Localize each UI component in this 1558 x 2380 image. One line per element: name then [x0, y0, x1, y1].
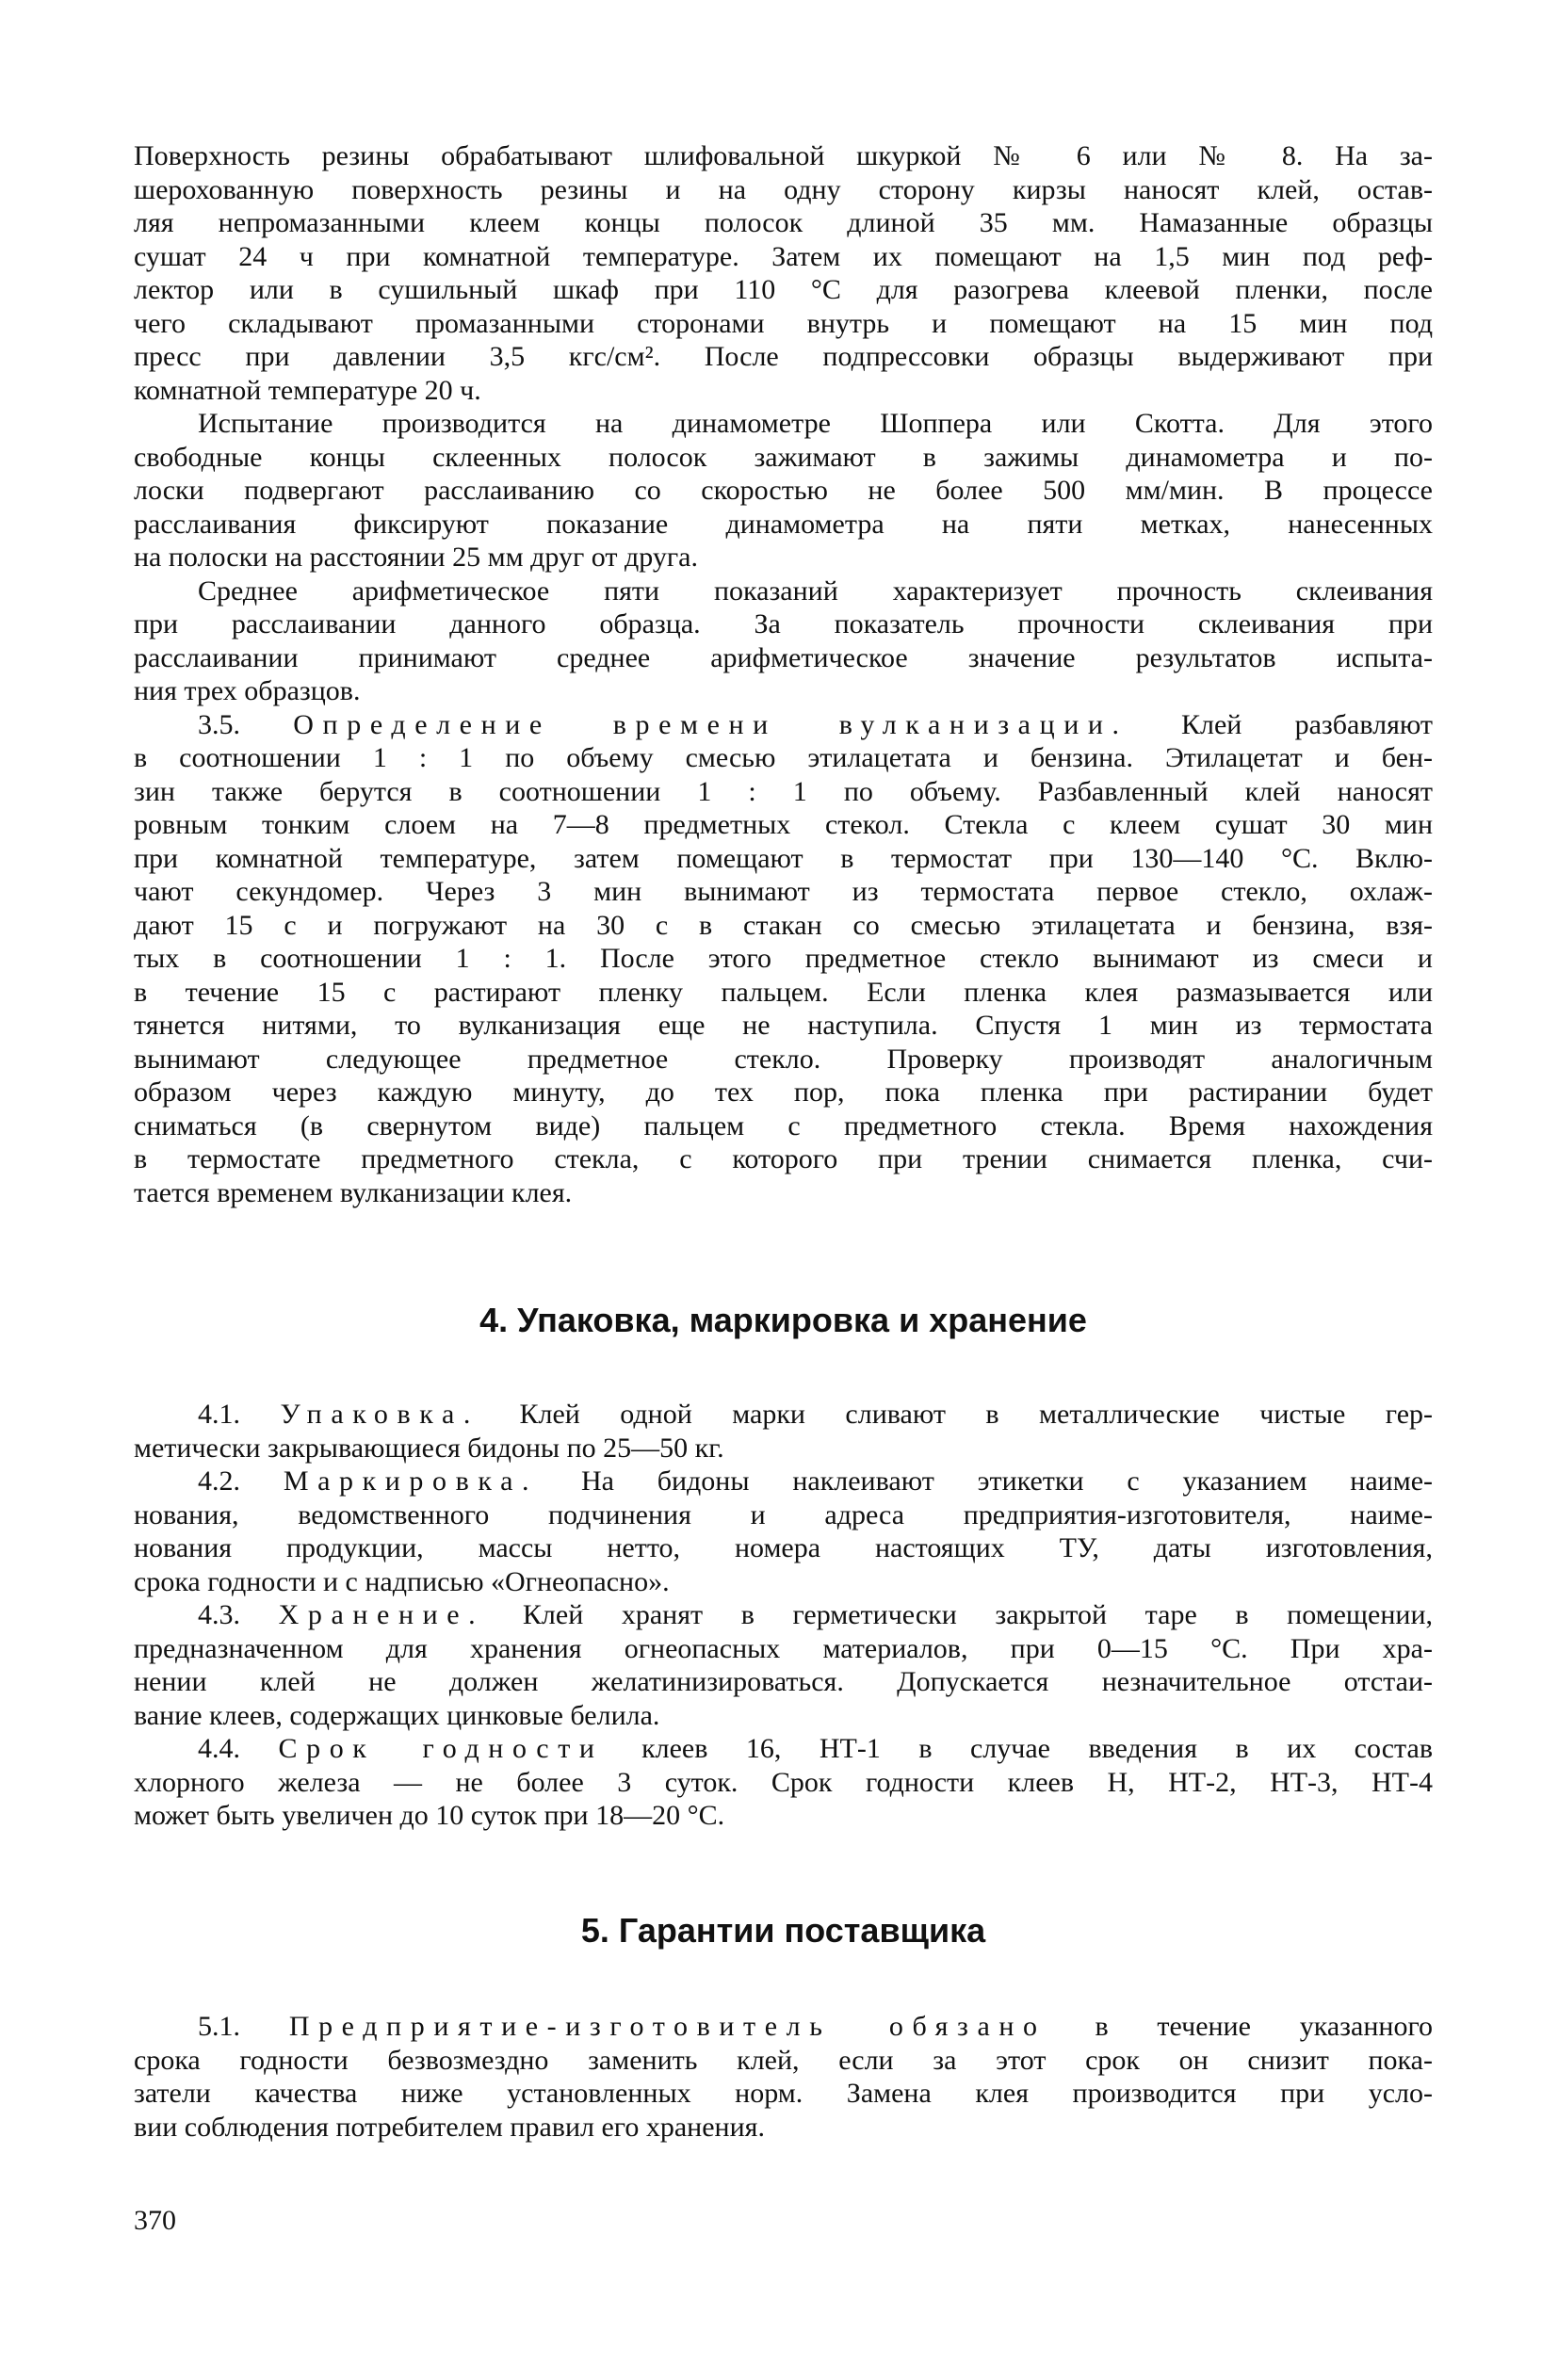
- text-line: [134, 2111, 1433, 2145]
- line-text: чего складывают промазанными сторонами внутрь и помещают на 15 мин под: [134, 307, 1433, 339]
- clause-number: 4.4.: [198, 1733, 279, 1764]
- line-text: Поверхность резины обрабатывают шлифовальной шкуркой № 6 или № 8. На за-: [134, 140, 1433, 171]
- paragraph: [134, 2010, 1433, 2144]
- text-line: [134, 1598, 1433, 1632]
- text-line: [134, 1398, 1433, 1432]
- clause-title: Маркировка.: [283, 1465, 539, 1497]
- line-text: при комнатной температуре, затем помещают в термостат при 130—140 °С. Вклю-: [134, 842, 1433, 874]
- text-line: [134, 206, 1433, 240]
- line-text: свободные концы склеенных полосок зажимают в зажимы динамометра и по-: [134, 441, 1433, 473]
- text-line: [134, 842, 1433, 876]
- text-line: [134, 1176, 1433, 1210]
- line-text: тается временем вулканизации клея.: [134, 1176, 573, 1208]
- paragraph: [134, 1465, 1433, 1598]
- section-5-text: [134, 2010, 1433, 2144]
- line-text: ровным тонким слоем на 7—8 предметных стекол. Стекла с клеем сушат 30 мин: [134, 809, 1433, 840]
- text-line: [134, 641, 1433, 675]
- text-line: [134, 741, 1433, 775]
- text-line: [134, 1565, 1433, 1599]
- line-text: клеев 16, НТ-1 в случае введения в их состав: [603, 1733, 1434, 1764]
- section-4-text: [134, 1398, 1433, 1833]
- text-line: [134, 575, 1433, 608]
- line-text: комнатной температуре 20 ч.: [134, 374, 481, 406]
- text-line: [134, 1076, 1433, 1109]
- text-line: [134, 1465, 1433, 1498]
- line-text: чают секундомер. Через 3 мин вынимают из термостата первое стекло, охлаж-: [134, 876, 1433, 907]
- line-text: зин также берутся в соотношении 1 : 1 по объему. Разбавленный клей наносят: [134, 775, 1433, 807]
- line-text: хлорного железа — не более 3 суток. Срок годности клеев Н, НТ-2, НТ-3, НТ-4: [134, 1766, 1433, 1798]
- line-text: вии соблюдения потребителем правил его хранения.: [134, 2111, 765, 2143]
- text-line: [134, 909, 1433, 943]
- line-text: тянется нитями, то вулканизация еще не наступила. Спустя 1 мин из термостата: [134, 1010, 1433, 1041]
- text-line: [134, 1699, 1433, 1733]
- line-text: нования продукции, массы нетто, номера настоящих ТУ, даты изготовления,: [134, 1532, 1433, 1563]
- line-text: расслаивания фиксируют показание динамометра на пяти метках, нанесенных: [134, 508, 1433, 540]
- text-line: [134, 1531, 1433, 1565]
- paragraph: [134, 1732, 1433, 1833]
- text-line: [134, 541, 1433, 575]
- text-line: [134, 708, 1433, 742]
- text-line: [134, 808, 1433, 842]
- text-line: [134, 1043, 1433, 1077]
- line-text: шерохованную поверхность резины и на одну сторону кирзы наносят клей, остав-: [134, 173, 1433, 205]
- text-line: [134, 240, 1433, 274]
- line-text: может быть увеличен до 10 суток при 18—20 °С.: [134, 1800, 725, 1831]
- text-line: [134, 1142, 1433, 1176]
- clause-number: 4.1.: [198, 1399, 281, 1430]
- text-line: [134, 674, 1433, 708]
- line-text: срока годности и с надписью «Огнеопасно».: [134, 1565, 670, 1597]
- text-line: [134, 1432, 1433, 1465]
- page-number: 370: [134, 2205, 176, 2236]
- line-text: лектор или в сушильный шкаф при 110 °С для разогрева клеевой пленки, после: [134, 274, 1433, 305]
- text-line: [134, 775, 1433, 809]
- text-line: [134, 273, 1433, 307]
- text-line: [134, 2044, 1433, 2078]
- line-text: Клей разбавляют: [1128, 708, 1434, 740]
- clause-title: Предприятие-изготовитель обязано: [288, 2011, 1047, 2042]
- section-5-heading: 5. Гарантии поставщика: [580, 1911, 986, 1950]
- text-line: [134, 474, 1433, 508]
- clause-number: 4.2.: [198, 1465, 284, 1497]
- section-4-heading: 4. Упаковка, маркировка и хранение: [479, 1301, 1087, 1339]
- line-text: при расслаивании данного образца. За показатель прочности склеивания при: [134, 608, 1433, 640]
- text-line: [134, 173, 1433, 207]
- line-text: ляя непромазанными клеем концы полосок длиной 35 мм. Намазанные образцы: [134, 207, 1433, 238]
- clause-title: Определение времени вулканизации.: [293, 708, 1128, 740]
- line-text: дают 15 с и погружают на 30 с в стакан со смесью этилацетата и бензина, взя-: [134, 909, 1433, 941]
- text-line: [134, 2077, 1433, 2111]
- line-text: пресс при давлении 3,5 кгс/см². После подпрессовки образцы выдерживают при: [134, 341, 1433, 372]
- text-line: [134, 340, 1433, 374]
- text-line: [134, 374, 1433, 408]
- line-text: расслаивании принимают среднее арифметическое значение результатов испыта-: [134, 641, 1433, 673]
- line-text: образом через каждую минуту, до тех пор, пока пленка при растирании будет: [134, 1077, 1433, 1108]
- line-text: лоски подвергают расслаиванию со скоростью не более 500 мм/мин. В процессе: [134, 475, 1433, 506]
- text-line: [134, 1498, 1433, 1532]
- line-text: в термостате предметного стекла, с которого при трении снимается пленка, счи-: [134, 1143, 1433, 1174]
- paragraph: [134, 139, 1433, 407]
- line-text: сниматься (в свернутом виде) пальцем с предметного стекла. Время нахождения: [134, 1109, 1433, 1141]
- paragraph: [134, 708, 1433, 1210]
- line-text: Среднее арифметическое пяти показаний характеризует прочность склеивания: [198, 575, 1433, 607]
- line-text: вание клеев, содержащих цинковые белила.: [134, 1699, 660, 1731]
- line-text: метически закрывающиеся бидоны по 25—50 кг.: [134, 1432, 724, 1464]
- text-line: [134, 875, 1433, 909]
- text-line: [134, 1766, 1433, 1800]
- text-line: [134, 976, 1433, 1010]
- line-text: Клей одной марки сливают в металлические чистые гер-: [479, 1399, 1433, 1430]
- text-line: [134, 2010, 1433, 2044]
- paragraph: [134, 1598, 1433, 1732]
- line-text: Клей хранят в герметически закрытой таре в помещении,: [484, 1599, 1434, 1630]
- text-line: [134, 1632, 1433, 1666]
- text-line: [134, 942, 1433, 976]
- text-line: [134, 1009, 1433, 1043]
- text-line: [134, 1799, 1433, 1833]
- section-3-text: [134, 139, 1433, 1209]
- paragraph: [134, 407, 1433, 575]
- line-text: нении клей не должен желатинизироваться. Допускается незначительное отстаи-: [134, 1666, 1433, 1697]
- line-text: в соотношении 1 : 1 по объему смесью этилацетата и бензина. Этилацетат и бен-: [134, 742, 1433, 773]
- clause-title: Хранение.: [278, 1599, 485, 1630]
- clause-number: 3.5.: [198, 708, 294, 740]
- text-line: [134, 508, 1433, 542]
- text-line: [134, 1732, 1433, 1766]
- line-text: затели качества ниже установленных норм. Замена клея производится при усло-: [134, 2078, 1433, 2109]
- paragraph: [134, 1398, 1433, 1465]
- clause-number: 4.3.: [198, 1599, 279, 1630]
- clause-title: Упаковка.: [280, 1399, 479, 1430]
- line-text: тых в соотношении 1 : 1. После этого предметное стекло вынимают из смеси и: [134, 943, 1433, 974]
- text-line: [134, 607, 1433, 641]
- line-text: Испытание производится на динамометре Шоппера или Скотта. Для этого: [198, 408, 1433, 439]
- line-text: на полоски на расстоянии 25 мм друг от друга.: [134, 542, 698, 573]
- line-text: вынимают следующее предметное стекло. Проверку производят аналогичным: [134, 1043, 1433, 1075]
- line-text: нования, ведомственного подчинения и адреса предприятия-изготовителя, наиме-: [134, 1498, 1433, 1530]
- text-line: [134, 1665, 1433, 1699]
- line-text: сушат 24 ч при комнатной температуре. Затем их помещают на 1,5 мин под реф-: [134, 240, 1433, 272]
- line-text: ния трех образцов.: [134, 675, 361, 706]
- text-line: [134, 307, 1433, 341]
- text-line: [134, 1109, 1433, 1143]
- clause-number: 5.1.: [198, 2011, 289, 2042]
- line-text: На бидоны наклеивают этикетки с указанием наиме-: [538, 1465, 1433, 1497]
- line-text: срока годности безвозмездно заменить клей, если за этот срок он снизит пока-: [134, 2044, 1433, 2076]
- line-text: в течение указанного: [1046, 2011, 1433, 2042]
- text-line: [134, 139, 1433, 173]
- clause-title: Срок годности: [278, 1733, 604, 1764]
- line-text: в течение 15 с растирают пленку пальцем. Если пленка клея размазывается или: [134, 976, 1433, 1008]
- text-line: [134, 441, 1433, 475]
- line-text: предназначенном для хранения огнеопасных материалов, при 0—15 °С. При хра-: [134, 1632, 1433, 1664]
- text-line: [134, 407, 1433, 441]
- paragraph: [134, 575, 1433, 708]
